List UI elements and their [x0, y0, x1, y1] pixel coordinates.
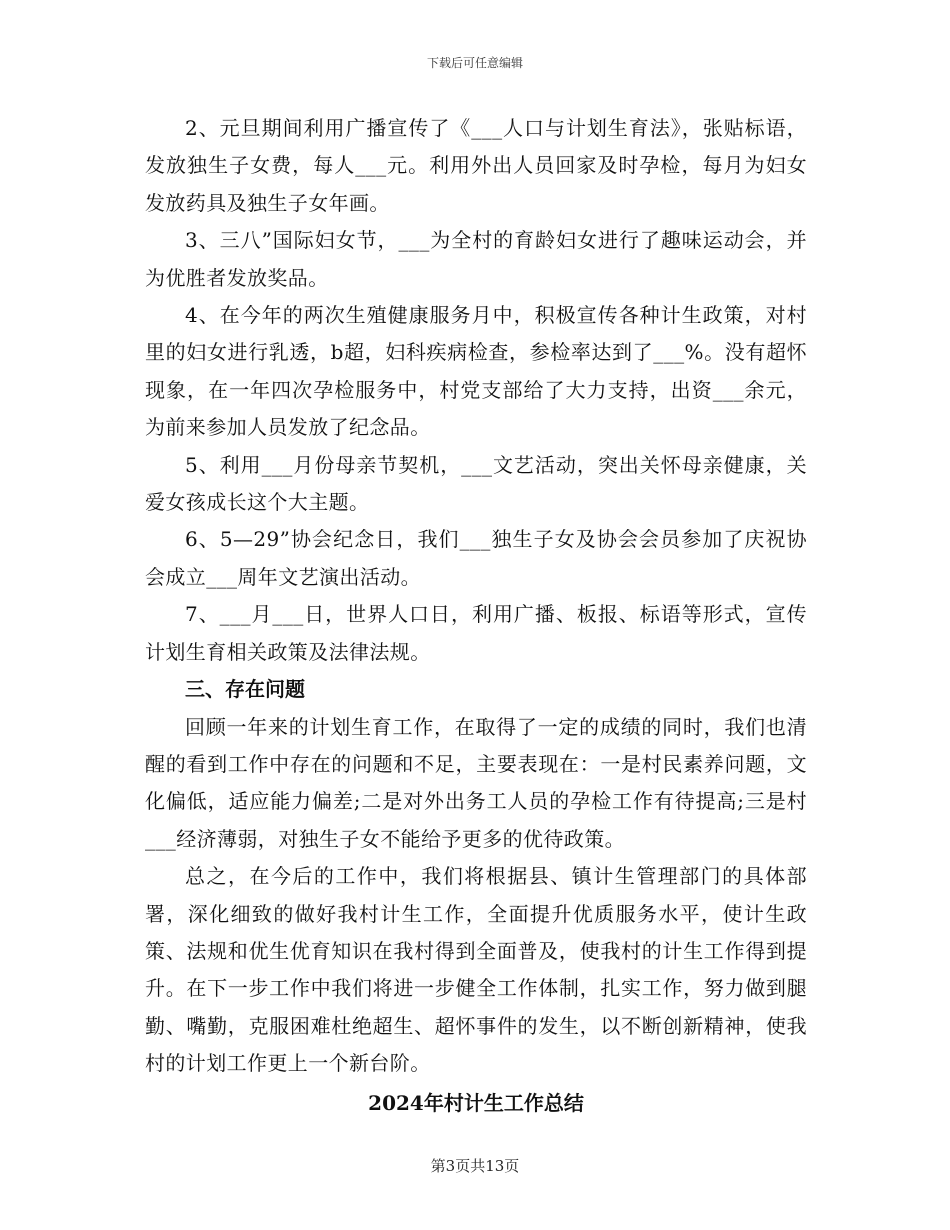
page-header-note: 下载后可任意编辑 [426, 56, 523, 70]
paragraph-item-7: 7、___月___日，世界人口日，利用广播、板报、标语等形式，宣传计划生育相关政策及法律法规。 [145, 602, 807, 664]
next-document-title: 2024年村计生工作总结 [368, 1090, 584, 1115]
paragraph-item-5: 5、利用___月份母亲节契机，___文艺活动，突出关怀母亲健康，关爱女孩成长这个大主题。 [145, 452, 807, 515]
section-heading-problems: 三、存在问题 [185, 677, 305, 702]
paragraph-item-6: 6、5—29”协会纪念日，我们___独生子女及协会会员参加了庆祝协会成立___周年文艺演出活动。 [145, 527, 807, 589]
paragraph-item-2: 2、元旦期间利用广播宣传了《___人口与计划生育法》，张贴标语，发放独生子女费，每人___元。利用外出人员回家及时孕检，每月为妇女发放药具及独生子女年画。 [145, 116, 807, 215]
paragraph-summary: 总之，在今后的工作中，我们将根据县、镇计生管理部门的具体部署，深化细致的做好我村计生工作，全面提升优质服务水平，使计生政策、法规和优生优育知识在我村得到全面普及，使我村的计生工作得到提升。在下一步工作中我们将进一步健全工作体制，扎实工作，努力做到腿勤、嘴勤，克服困难杜绝超生、超怀事件的发生，以不断创新精神，使我村的计划工作更上一个新台阶。 [145, 864, 807, 1076]
paragraph-problems: 回顾一年来的计划生育工作，在取得了一定的成绩的同时，我们也清醒的看到工作中存在的问题和不足，主要表现在：一是村民素养问题，文化偏低，适应能力偏差;二是对外出务工人员的孕检工作有待提高;三是村___经济薄弱，对独生子女不能给予更多的优待政策。 [145, 714, 807, 851]
page-number-footer: 第3页共13页 [430, 1157, 520, 1175]
paragraph-item-3: 3、三八”国际妇女节，___为全村的育龄妇女进行了趣味运动会，并为优胜者发放奖品。 [145, 228, 807, 290]
paragraph-item-4: 4、在今年的两次生殖健康服务月中，积极宣传各种计生政策，对村里的妇女进行乳透，b超，妇科疾病检查，参检率达到了___%。没有超怀现象，在一年四次孕检服务中，村党支部给了大力支持，出资___余元，为前来参加人员发放了纪念品。 [145, 303, 807, 440]
document-body [145, 110, 807, 1123]
